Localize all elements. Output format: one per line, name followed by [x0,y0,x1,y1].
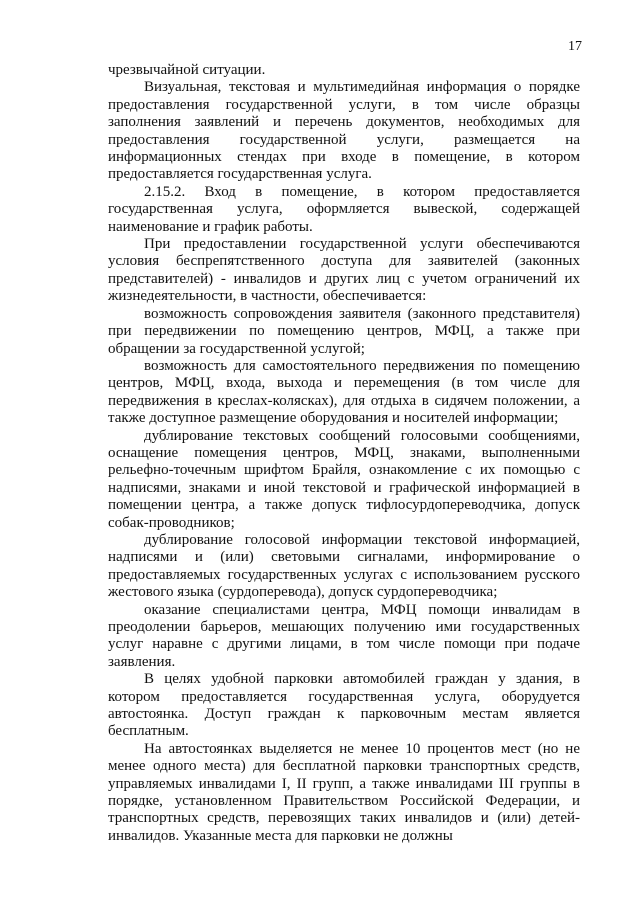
paragraph-disabled-parking: На автостоянках выделяется не менее 10 процентов мест (но не менее одного места) для бесплатной парковки транспортных средств, управляемых инвалидами I, II групп, а также инвалидами III группы в порядке, установленном Правительством Российской Федерации, и транспортных средств, перевозящих таких инвалидов и (или) детей-инвалидов. Указанные места для парковки не должны [108,740,580,844]
paragraph-movement: возможность для самостоятельного передвижения по помещению центров, МФЦ, входа, выхода и перемещения (в том числе для передвижения в креслах-колясках), для отдыха в сидячем положении, а также доступное размещение оборудования и носителей информации; [108,357,580,427]
page-number: 17 [568,39,582,54]
paragraph-escort: возможность сопровождения заявителя (законного представителя) при передвижении по помещению центров, МФЦ, а также при обращении за государственной услугой; [108,305,580,357]
paragraph-visual-information: Визуальная, текстовая и мультимедийная информация о порядке предоставления государственной услуги, в том числе образцы заполнения заявлений и перечень документов, необходимых для предоставления государственной услуги, размещается на информационных стендах при входе в помещение, в котором предоставляется государственная услуга. [108,79,580,183]
paragraph-continuation: чрезвычайной ситуации. [108,62,266,78]
paragraph-accessibility-conditions: При предоставлении государственной услуги обеспечиваются условия беспрепятственного доступа для заявителей (законных представителей) - инвалидов и других лиц с учетом ограничений их жизнедеятельности, в частности, обеспечивается: [108,236,580,305]
paragraph-assistance: оказание специалистами центра, МФЦ помощи инвалидам в преодолении барьеров, мешающих получению ими государственных услуг наравне с другими лицами, в том числе помощи при подаче заявления. [108,601,580,670]
paragraph-entrance-sign: 2.15.2. Вход в помещение, в котором предоставляется государственная услуга, оформляется вывеской, содержащей наименование и график работы. [108,183,580,235]
paragraph-parking: В целях удобной парковки автомобилей граждан у здания, в котором предоставляется государственная услуга, оборудуется автостоянка. Доступ граждан к парковочным местам является бесплатным. [108,671,580,740]
document-body [108,62,580,845]
paragraph-braille: дублирование текстовых сообщений голосовыми сообщениями, оснащение помещения центров, МФЦ, знаками, выполненными рельефно-точечным шрифтом Брайля, ознакомление с их помощью с надписями, знаками и иной текстовой и графической информацией в помещении центра, а также допуск тифлосурдопереводчика, допуск собак-проводников; [108,427,580,531]
paragraph-sign-language: дублирование голосовой информации текстовой информацией, надписями и (или) световыми сигналами, информирование о предоставляемых государственных услугах с использованием русского жестового языка (сурдоперевода), допуск сурдопереводчика; [108,531,580,601]
